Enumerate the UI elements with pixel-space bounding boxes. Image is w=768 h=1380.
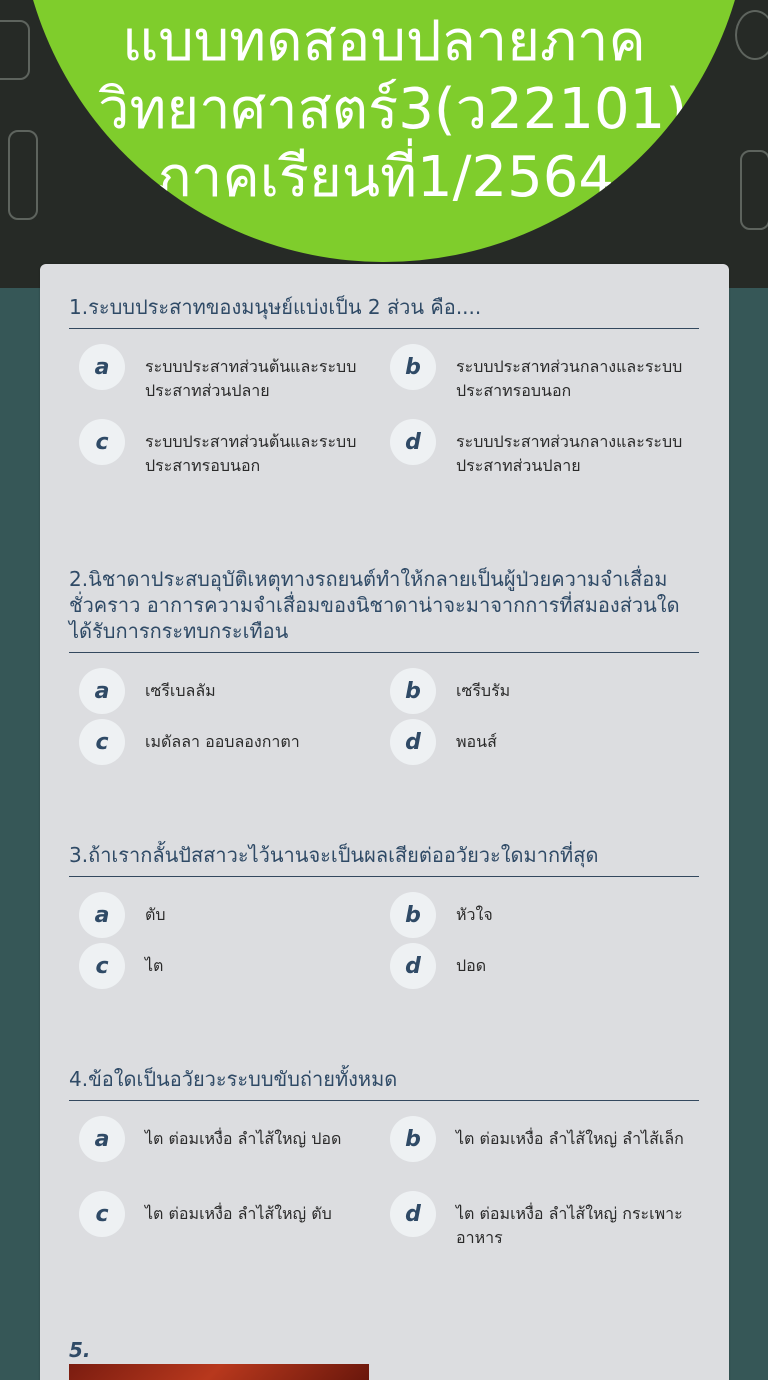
option-text: เซรีเบลลัม [145,681,216,700]
question-5-number: 5. [69,1338,91,1362]
option-d[interactable] [380,719,690,765]
option-text: ไต ต่อมเหงื่อ ลำไส้ใหญ่ ปอด [145,1129,342,1148]
option-c[interactable] [69,1191,379,1237]
question-title: 4.ข้อใดเป็นอวัยวะระบบขับถ่ายทั้งหมด [69,1066,699,1101]
quiz-card [40,264,729,1380]
option-letter: a [79,668,125,714]
option-letter: c [79,419,125,465]
option-text: ระบบประสาทส่วนต้นและระบบประสาทรอบนอก [145,432,357,475]
option-a[interactable] [69,344,379,403]
question-3 [69,842,699,997]
question-title: 2.นิชาดาประสบอุบัติเหตุทางรถยนต์ทำให้กลายเป็นผู้ป่วยความจำเสื่อมชั่วคราว อาการความจำเสื่อมของนิชาดาน่าจะมาจากการที่สมองส่วนใดได้รับการกระทบกระเทือน [69,566,699,653]
option-letter: c [79,943,125,989]
option-letter: d [390,1191,436,1237]
option-text: ไต ต่อมเหงื่อ ลำไส้ใหญ่ ลำไส้เล็ก [456,1129,684,1148]
header-background [0,0,768,288]
option-letter: b [390,344,436,390]
page-title: แบบทดสอบปลายภาค วิทยาศาสตร์3(ว22101) ภาคเรียนที่1/2564 [98,9,688,210]
question-title: 3.ถ้าเรากลั้นปัสสาวะไว้นานจะเป็นผลเสียต่ออวัยวะใดมากที่สุด [69,842,699,877]
option-c[interactable] [69,419,379,478]
option-text: เซรีบรัม [456,681,511,700]
option-b[interactable] [380,344,690,403]
option-letter: c [79,719,125,765]
option-c[interactable] [69,943,379,989]
question-1 [69,294,699,499]
option-a[interactable] [69,668,379,714]
option-text: ระบบประสาทส่วนกลางและระบบประสาทส่วนปลาย [456,432,683,475]
option-text: ไต [145,956,164,975]
option-letter: a [79,1116,125,1162]
option-text: ไต ต่อมเหงื่อ ลำไส้ใหญ่ ตับ [145,1204,332,1223]
options-list [69,877,699,997]
option-a[interactable] [69,1116,379,1162]
option-letter: d [390,419,436,465]
option-b[interactable] [380,892,690,938]
option-text: พอนส์ [456,732,497,751]
option-text: หัวใจ [456,905,493,924]
options-list [69,1101,699,1271]
option-letter: b [390,1116,436,1162]
option-b[interactable] [380,1116,690,1162]
options-list [69,329,699,499]
title-circle [18,0,750,262]
option-b[interactable] [380,668,690,714]
option-a[interactable] [69,892,379,938]
option-letter: a [79,892,125,938]
option-text: ไต ต่อมเหงื่อ ลำไส้ใหญ่ กระเพาะอาหาร [456,1204,683,1247]
question-5-image [69,1364,369,1380]
question-4 [69,1066,699,1271]
option-c[interactable] [69,719,379,765]
option-text: เมดัลลา ออบลองกาตา [145,732,300,751]
option-text: ปอด [456,956,487,975]
option-letter: a [79,344,125,390]
option-letter: b [390,892,436,938]
option-letter: d [390,943,436,989]
options-list [69,653,699,773]
option-d[interactable] [380,419,690,478]
option-d[interactable] [380,943,690,989]
option-text: ระบบประสาทส่วนกลางและระบบประสาทรอบนอก [456,357,683,400]
question-title: 1.ระบบประสาทของมนุษย์แบ่งเป็น 2 ส่วน คือ.... [69,294,699,329]
option-letter: b [390,668,436,714]
option-d[interactable] [380,1191,690,1250]
option-text: ตับ [145,905,166,924]
option-text: ระบบประสาทส่วนต้นและระบบประสาทส่วนปลาย [145,357,357,400]
option-letter: d [390,719,436,765]
option-letter: c [79,1191,125,1237]
question-2 [69,566,699,773]
